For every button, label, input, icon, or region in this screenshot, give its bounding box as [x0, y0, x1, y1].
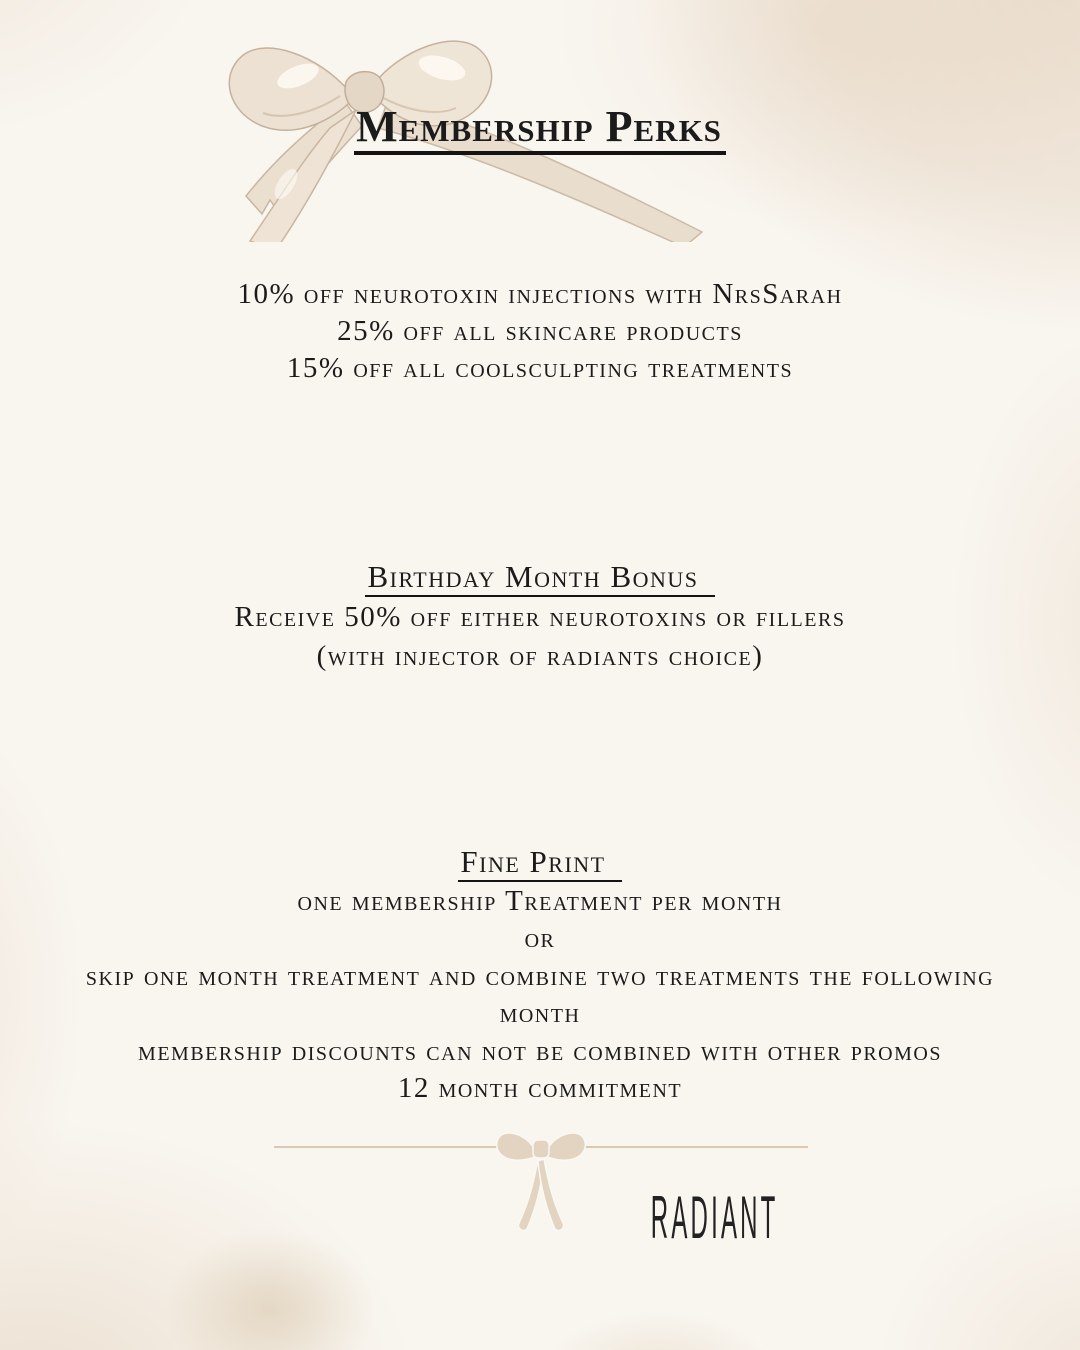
- birthday-bonus-section: [0, 559, 1080, 676]
- birthday-bonus-line: (with injector of radiants choice): [316, 640, 764, 672]
- fine-print-line: month: [499, 997, 581, 1029]
- ribbon-bow-icon: [494, 1126, 588, 1238]
- fine-print-line: one membership Treatment per month: [297, 884, 783, 917]
- fine-print-line: 12 month commitment: [397, 1072, 683, 1104]
- fine-print-section: [0, 845, 1080, 1108]
- title-row: [0, 103, 1080, 155]
- perks-list: [0, 276, 1080, 387]
- birthday-bonus-heading: Birthday Month Bonus: [365, 561, 714, 597]
- perk-line: 10% off neurotoxin injections with NrsSarah: [237, 278, 843, 310]
- brand-logo-row: [600, 1184, 830, 1251]
- birthday-bonus-line: Receive 50% off either neurotoxins or fillers: [234, 601, 846, 633]
- perk-line: 15% off all coolsculpting treatments: [286, 352, 794, 384]
- fine-print-line: membership discounts can not be combined with other promos: [138, 1034, 942, 1067]
- perk-line: 25% off all skincare products: [337, 315, 743, 347]
- page-title: Membership Perks: [354, 103, 726, 155]
- fine-print-line: skip one month treatment and combine two treatments the following: [85, 959, 995, 992]
- fine-print-heading: Fine Print: [458, 846, 621, 882]
- brand-logo: RADIANT: [651, 1184, 779, 1251]
- fine-print-line: or: [524, 922, 556, 954]
